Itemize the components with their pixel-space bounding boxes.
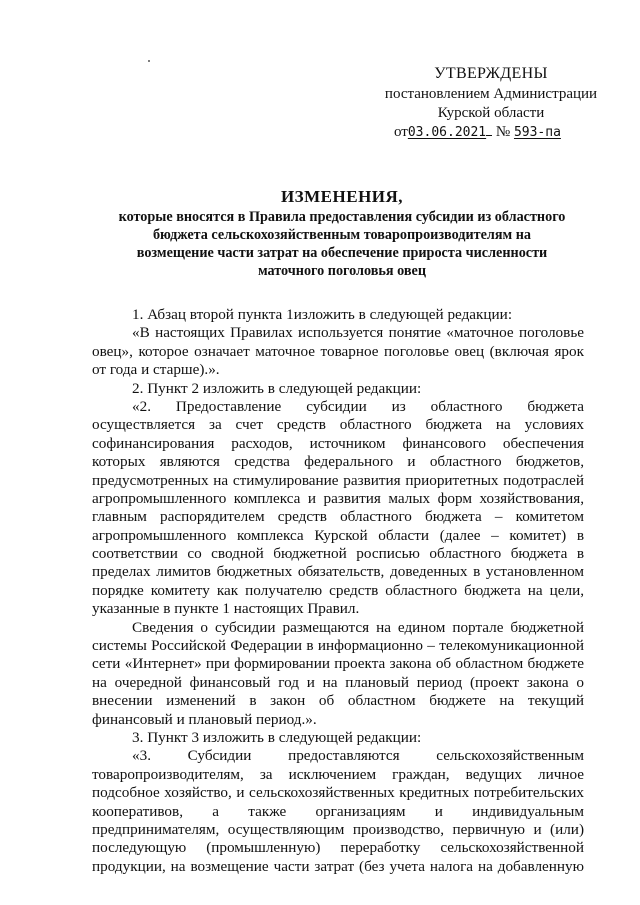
heading-line: бюджета сельскохозяйственным товаропроизводителям на [152, 227, 532, 243]
heading-line: которые вносятся в Правила предоставления субсидии из областного [118, 209, 566, 225]
body-line: «В настоящих Правилах используется понятие «маточное поголовье [132, 324, 584, 342]
body-line: 1. Абзац второй пункта 1изложить в следующей редакции: [132, 306, 513, 323]
body-line: внесении изменений в закон об областном бюджете на текущий [92, 692, 584, 710]
body-line: 2. Пункт 2 изложить в следующей редакции: [132, 379, 422, 397]
number-value: 593-па [513, 125, 561, 140]
approval-line-authority: постановлением Администрации [384, 86, 598, 102]
approval-line-region: Курской области [437, 105, 545, 121]
body-line: на очередной финансовый год и на плановый период (проект закона о [92, 673, 584, 691]
body-line: последующую (промышленную) переработку сельскохозяйственной [92, 839, 584, 857]
body-line: предусмотренных на стимулирование развития приоритетных подотраслей [92, 471, 584, 489]
body-line: системы Российской Федерации в информационно – телекомуникационной [92, 637, 584, 655]
body-line: агропромышленного комплекса Курской области (далее – комитет) в [92, 526, 584, 544]
body-line: агропромышленного комплекса и развития малых форм хозяйствования, [92, 489, 584, 507]
number-prefix: № [495, 124, 511, 140]
body-line: которых являются средства федерального и областного бюджетов, [92, 453, 584, 471]
body-line: Сведения о субсидии размещаются на едином портале бюджетной [132, 618, 584, 636]
body-line: главным распорядителем средств областного бюджета – комитетом [92, 508, 584, 526]
date-underline [486, 135, 492, 136]
body-line: сети «Интернет» при формировании проекта закона об областном бюджете [92, 655, 584, 673]
heading-title: ИЗМЕНЕНИЯ, [280, 187, 404, 206]
date-prefix: от [394, 124, 408, 140]
body-line: от года и старше).». [92, 361, 220, 379]
approval-date-line [366, 123, 616, 142]
body-line: 3. Пункт 3 изложить в следующей редакции: [132, 728, 422, 746]
body-line: соответствии со сводной бюджетной росписью областного бюджета в [92, 545, 584, 563]
body-line: указанные в пункте 1 настоящих Правил. [92, 600, 360, 618]
date-value: 03.06.2021 [407, 125, 487, 140]
body-line: «3. Субсидии предоставляются сельскохозяйственным [132, 747, 584, 765]
body-line: подсобное хозяйство, и сельскохозяйственных кредитных потребительских [92, 784, 584, 802]
body-line: софинансирования расходов, источником финансового обеспечения [92, 434, 584, 452]
body-line: кооперативов, а также организациям и индивидуальным [92, 802, 584, 820]
heading-line: маточного поголовья овец [257, 263, 427, 279]
body-line: «2. Предоставление субсидии из областного бюджета [132, 397, 584, 415]
body-line: финансовый и плановый период.». [92, 710, 317, 728]
scan-speck [148, 60, 150, 62]
body-line: товаропроизводителям, за исключением граждан, ведущих личное [92, 765, 584, 783]
approval-stamp [366, 64, 616, 142]
body-line: пределах лимитов бюджетных обязательств, доведенных в установленном [92, 563, 584, 581]
body-line: порядке комитету как получателю средств областного бюджета на цели, [92, 581, 584, 599]
body-line: овец», которое означает маточное товарное поголовье овец (включая ярок [92, 342, 584, 360]
body-line: предпринимателям, осуществляющим производство, первичную и (или) [92, 820, 584, 838]
heading-line: возмещение части затрат на обеспечение прироста численности [136, 245, 548, 261]
approval-title: УТВЕРЖДЕНЫ [434, 65, 548, 82]
body-line: продукции, на возмещение части затрат (без учета налога на добавленную [92, 857, 584, 875]
document-heading [92, 186, 592, 280]
body-line: осуществляется за счет средств областного бюджета на условиях [92, 416, 584, 434]
document-body [92, 306, 584, 876]
